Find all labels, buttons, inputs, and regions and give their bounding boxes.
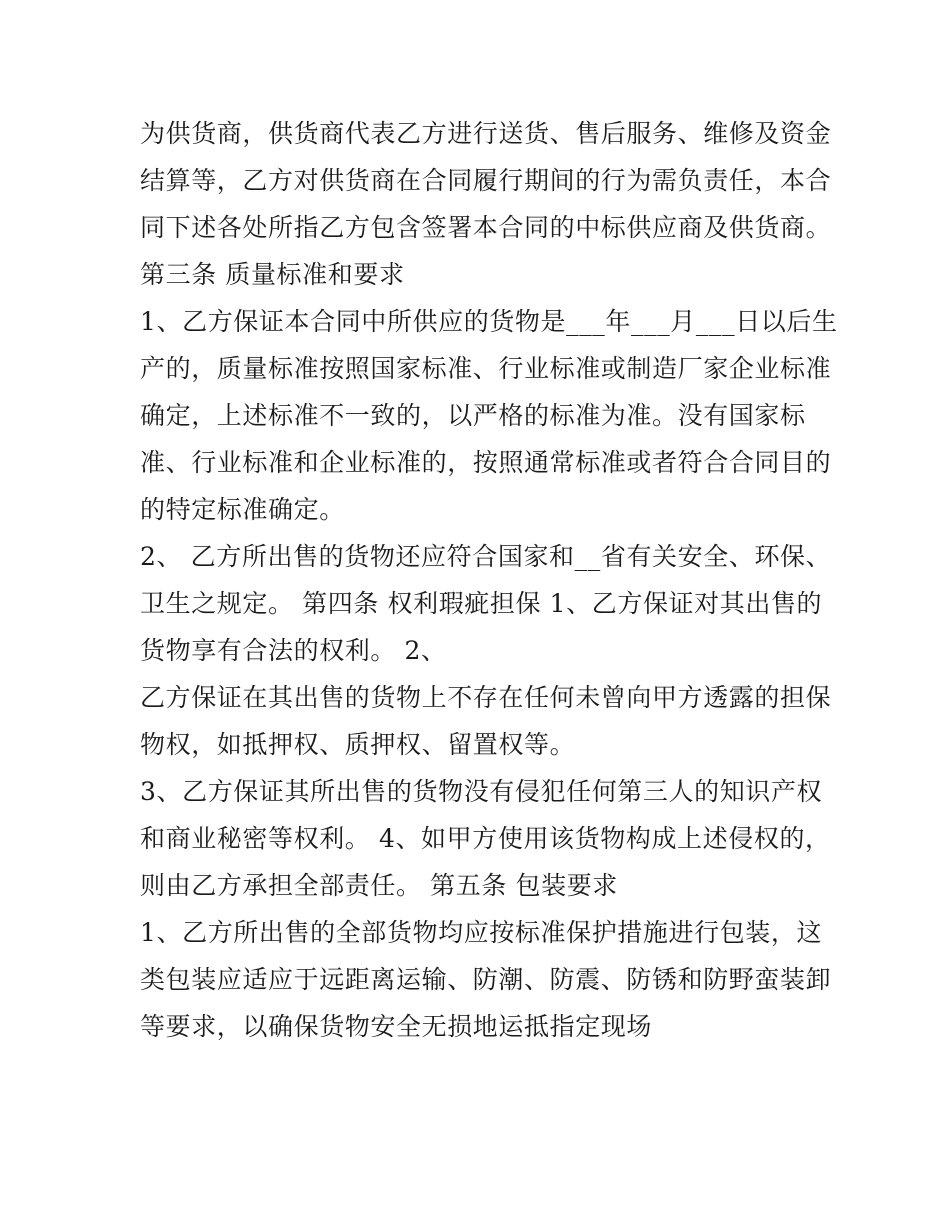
text-line: 货物享有合法的权利。 2、 (140, 636, 447, 665)
contract-body-text (140, 110, 838, 1050)
text-line: 则由乙方承担全部责任。 第五条 包装要求 (140, 871, 618, 900)
text-line: 卫生之规定。 第四条 权利瑕疵担保 1、乙方保证对其出售的 (140, 589, 823, 618)
text-line: 1、乙方保证本合同中所供应的货物是___年___月___日以后生 (140, 307, 838, 336)
section-heading-article-3: 第三条 质量标准和要求 (140, 260, 405, 289)
text-line: 准、行业标准和企业标准的，按照通常标准或者符合合同目的 (140, 448, 832, 477)
text-line: 3、乙方保证其所出售的货物没有侵犯任何第三人的知识产权 (140, 777, 823, 806)
text-line: 产的，质量标准按照国家标准、行业标准或制造厂家企业标准 (140, 354, 832, 383)
text-line: 类包装应适应于远距离运输、防潮、防震、防锈和防野蛮装卸 (140, 965, 832, 994)
text-line: 2、 乙方所出售的货物还应符合国家和__省有关安全、环保、 (140, 542, 832, 571)
text-line: 同下述各处所指乙方包含签署本合同的中标供应商及供货商。 (140, 213, 832, 242)
text-line: 的特定标准确定。 (140, 495, 345, 524)
text-line: 物权，如抵押权、质押权、留置权等。 (140, 730, 576, 759)
text-line: 1、乙方所出售的全部货物均应按标准保护措施进行包装，这 (140, 918, 823, 947)
text-line: 结算等，乙方对供货商在合同履行期间的行为需负责任，本合 (140, 166, 832, 195)
text-line: 确定，上述标准不一致的，以严格的标准为准。没有国家标 (140, 401, 806, 430)
text-line: 等要求，以确保货物安全无损地运抵指定现场 (140, 1012, 653, 1041)
text-line: 乙方保证在其出售的货物上不存在任何未曾向甲方透露的担保 (140, 683, 832, 712)
text-line: 为供货商，供货商代表乙方进行送货、售后服务、维修及资金 (140, 119, 832, 148)
text-line: 和商业秘密等权利。 4、如甲方使用该货物构成上述侵权的， (140, 824, 831, 853)
